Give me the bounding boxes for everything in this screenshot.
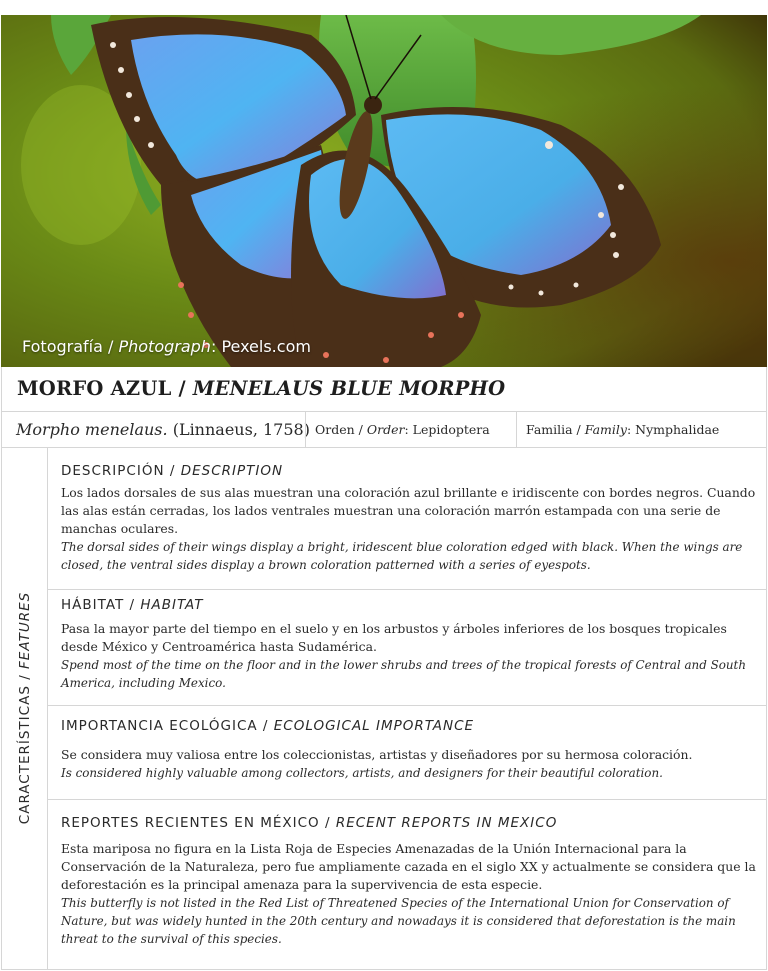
authority: (Linnaeus, 1758)	[167, 420, 310, 439]
family-cell: Familia / Family : Nymphalidae	[516, 412, 767, 447]
section-text-es: Pasa la mayor parte del tiempo en el suelo y en los arbustos y árboles inferiores de los bosques tropicales desde México y Centroamérica hasta Sudamérica.	[61, 621, 727, 654]
photo-credit: Fotografía / Photograph: Pexels.com	[22, 337, 311, 356]
features-label: CARACTERÍSTICAS / FEATURES	[17, 591, 33, 825]
title-row	[2, 367, 766, 412]
title-en: MENELAUS BLUE MORPHO	[192, 377, 506, 400]
section-text-es: Los lados dorsales de sus alas muestran una coloración azul brillante e iridiscente con bordes negros. Cuando las alas están cerradas, los lados ventrales muestran una coloración marrón estampada con una serie de manchas oculares.	[61, 485, 756, 536]
order-value: Lepidoptera	[412, 422, 490, 437]
section-text-en: Is considered highly valuable among collectors, artists, and designers for their beautiful coloration.	[61, 766, 663, 780]
butterfly-photo	[1, 15, 767, 367]
taxonomy-row	[2, 412, 766, 448]
species-card	[1, 367, 767, 970]
family-value: Nymphalidae	[635, 422, 720, 437]
photo-credit-source: Pexels.com	[221, 337, 311, 356]
features-sidebar	[2, 448, 48, 969]
title-es: MORFO AZUL	[17, 377, 172, 400]
order-cell: Orden / Order : Lepidoptera	[305, 412, 516, 447]
section-text-en: Spend most of the time on the floor and in the lower shrubs and trees of the tropical forests of Central and South America, including Mexico.	[61, 658, 746, 690]
section-heading: DESCRIPCIÓN / DESCRIPTION	[61, 463, 284, 479]
page-title: MORFO AZUL / MENELAUS BLUE MORPHO	[17, 377, 506, 400]
photo-credit-en: Photograph	[118, 337, 211, 356]
section-description	[48, 448, 767, 590]
photo-credit-es: Fotografía	[22, 337, 103, 356]
section-text-es: Esta mariposa no figura en la Lista Roja de Especies Amenazadas de la Unión Internacional para la Conservación de la Naturaleza, pero fue ampliamente cazada en el siglo XX y actualmente se considera que la deforestación es la principal amenaza para la supervivencia de esta especie.	[61, 841, 756, 892]
scientific-name: Morpho menelaus.	[16, 420, 168, 439]
section-heading: HÁBITAT / HABITAT	[61, 597, 204, 613]
scientific-name-cell	[16, 412, 310, 447]
section-text-en: This butterfly is not listed in the Red List of Threatened Species of the International Union for Conservation of Nature, but was widely hunted in the 20th century and nowadays it is considered that deforestation is the main threat to the survival of this species.	[61, 896, 736, 946]
section-ecological-importance	[48, 706, 767, 800]
section-heading: IMPORTANCIA ECOLÓGICA / ECOLOGICAL IMPORTANCE	[61, 718, 475, 734]
section-habitat	[48, 590, 767, 706]
section-text-es: Se considera muy valiosa entre los coleccionistas, artistas y diseñadores por su hermosa coloración.	[61, 747, 693, 762]
features-sections	[48, 448, 767, 969]
section-heading: REPORTES RECIENTES EN MÉXICO / RECENT REPORTS IN MEXICO	[61, 815, 558, 831]
section-recent-reports	[48, 800, 767, 969]
section-text-en: The dorsal sides of their wings display a bright, iridescent blue coloration edged with black. When the wings are closed, the ventral sides display a brown coloration patterned with a series of eyespots.	[61, 540, 743, 572]
butterfly-illustration	[1, 15, 767, 367]
